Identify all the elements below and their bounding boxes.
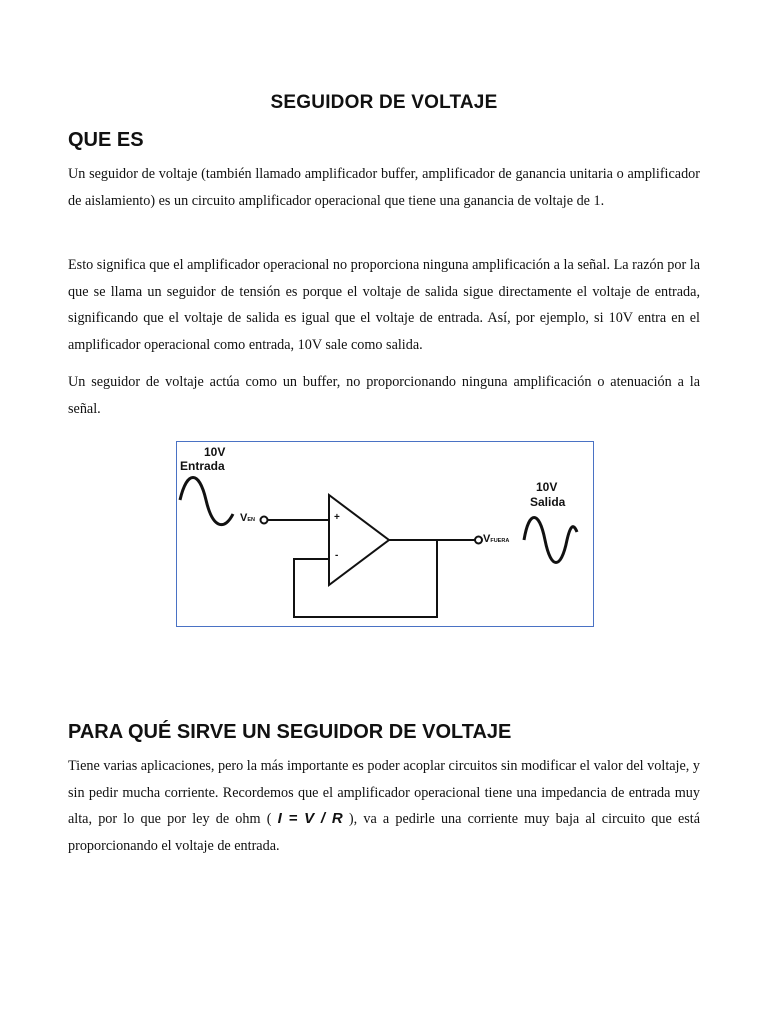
output-terminal	[475, 537, 482, 544]
paragraph-explanation: Esto significa que el amplificador operacional no proporciona ninguna amplificación a la señal. La razón por la que se llama un seguidor de tensión es porque el voltaje de salida sigue directamente el voltaje de entrada, significando que el voltaje de salida es igual que el voltaje de entrada. Así, por ejemplo, si 10V entra en el amplificador operacional como entrada, 10V sale como salida.	[68, 257, 700, 353]
paragraph-definition: Un seguidor de voltaje (también llamado amplificador buffer, amplificador de ganancia unitaria o amplificador de aislamiento) es un circuito amplificador operacional que tiene una ganancia de voltaje de 1.	[68, 166, 700, 209]
section-heading-que-es: QUE ES	[68, 129, 144, 151]
input-value-label: 10V	[204, 445, 226, 459]
voltage-follower-diagram	[176, 441, 594, 627]
ohm-law-formula: I = V / R	[277, 810, 343, 827]
input-name-label: Entrada	[180, 459, 225, 473]
document-title: SEGUIDOR DE VOLTAJE	[270, 92, 498, 113]
vin-label: VEN	[240, 512, 255, 524]
output-name-label: Salida	[530, 495, 566, 509]
input-terminal	[261, 517, 268, 524]
op-amp-symbol	[329, 495, 389, 585]
section-heading-para-que-sirve: PARA QUÉ SIRVE UN SEGUIDOR DE VOLTAJE	[68, 721, 512, 743]
input-sine-wave	[180, 478, 233, 525]
circuit-schematic	[177, 442, 595, 628]
paragraph-applications: Tiene varias aplicaciones, pero la más importante es poder acoplar circuitos sin modificar el valor del voltaje, y sin pedir mucha corriente. Recordemos que el amplificador operacional tiene una impedancia de entrada muy alta, por lo que por ley de ohm ( I = V / R ), va a pedirle una corriente muy baja al circuito que está proporcionando el voltaje de entrada.	[68, 758, 701, 854]
output-sine-wave	[524, 518, 577, 563]
paragraph-buffer: Un seguidor de voltaje actúa como un buffer, no proporcionando ninguna amplificación o atenuación a la señal.	[68, 374, 700, 417]
inverting-input-sign: -	[335, 550, 339, 561]
output-value-label: 10V	[536, 480, 558, 494]
non-inverting-input-sign: +	[334, 512, 340, 523]
vout-label: VFUERA	[483, 533, 510, 545]
